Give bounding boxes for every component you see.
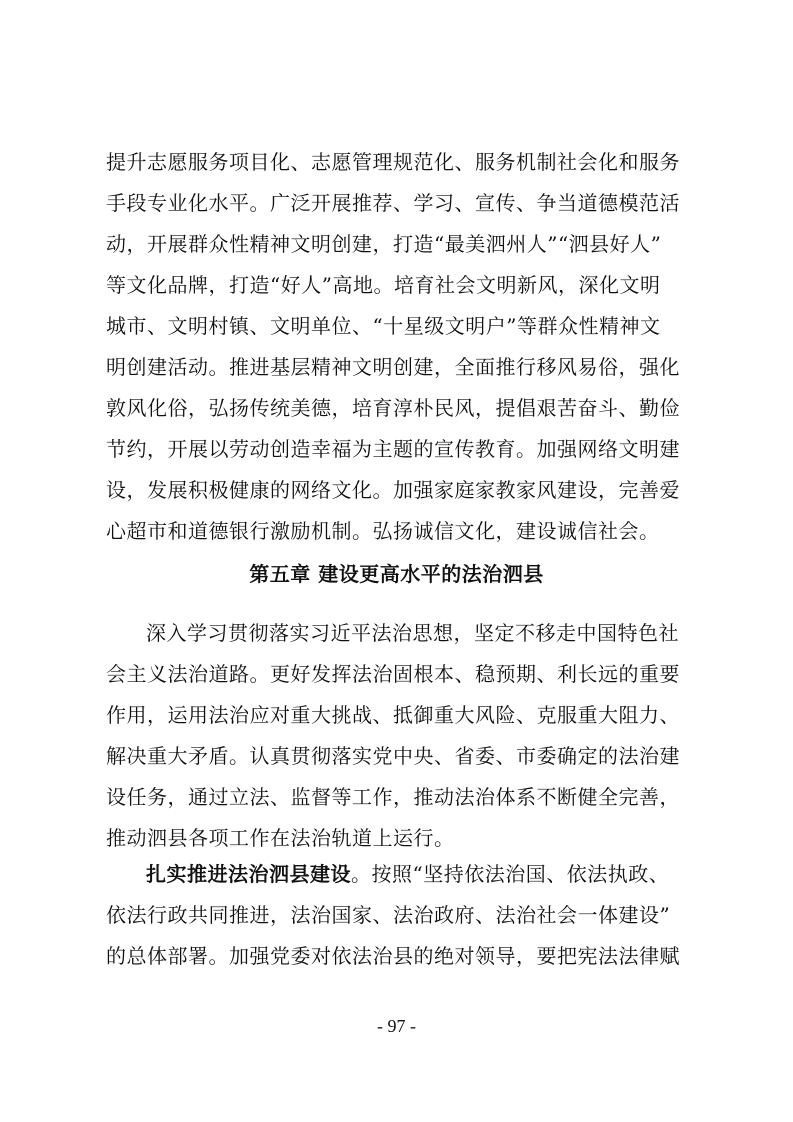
paragraph-1-line-3: 动，开展群众性精神文明创建，打造“最美泗州人”“泗县好人” — [106, 232, 662, 256]
paragraph-2-line-5: 设任务，通过立法、监督等工作，推动法治体系不断健全完善， — [106, 785, 680, 809]
paragraph-2-line-4: 解决重大矛盾。认真贯彻落实党中央、省委、市委确定的法治建 — [106, 744, 680, 768]
paragraph-2-line-1: 深入学习贯彻落实习近平法治思想，坚定不移走中国特色社 — [146, 621, 679, 645]
paragraph-2-line-3: 作用，运用法治应对重大挑战、抵御重大风险、克服重大阻力、 — [106, 703, 680, 727]
paragraph-1-line-10: 心超市和道德银行激励机制。弘扬诚信文化，建设诚信社会。 — [106, 519, 660, 543]
paragraph-1-line-5: 城市、文明村镇、文明单位、“十星级文明户”等群众性精神文 — [106, 314, 661, 338]
paragraph-2-line-6: 推动泗县各项工作在法治轨道上运行。 — [106, 826, 455, 850]
paragraph-3-line-2: 依法行政共同推进，法治国家、法治政府、法治社会一体建设” — [106, 903, 671, 927]
chapter-heading: 第五章 建设更高水平的法治泗县 — [249, 562, 544, 586]
paragraph-1-line-2: 手段专业化水平。广泛开展推荐、学习、宣传、争当道德模范活 — [106, 191, 680, 215]
paragraph-1-line-6: 明创建活动。推进基层精神文明创建，全面推行移风易俗，强化 — [106, 355, 680, 379]
paragraph-3-line-3: 的总体部署。加强党委对依法治县的绝对领导，要把宪法法律赋 — [106, 944, 680, 968]
paragraph-1-line-9: 设，发展积极健康的网络文化。加强家庭家教家风建设，完善爱 — [106, 478, 680, 502]
paragraph-2-line-2: 会主义法治道路。更好发挥法治固根本、稳预期、利长远的重要 — [106, 662, 680, 686]
paragraph-1-line-7: 敦风化俗，弘扬传统美德，培育淳朴民风，提倡艰苦奋斗、勤俭 — [106, 396, 680, 420]
page-number: - 97 - — [377, 1016, 416, 1036]
paragraph-3-line-1 — [146, 864, 669, 884]
paragraph-3-bold-lead: 扎实推进法治泗县建设 — [146, 862, 351, 886]
paragraph-1-line-1: 提升志愿服务项目化、志愿管理规范化、服务机制社会化和服务 — [106, 150, 680, 174]
paragraph-1-line-4: 等文化品牌，打造“好人”高地。培育社会文明新风，深化文明 — [106, 273, 661, 297]
paragraph-3-line-1-rest: 。按照“坚持依法治国、依法执政、 — [351, 862, 670, 886]
paragraph-1-line-8: 节约，开展以劳动创造幸福为主题的宣传教育。加强网络文明建 — [106, 437, 680, 461]
